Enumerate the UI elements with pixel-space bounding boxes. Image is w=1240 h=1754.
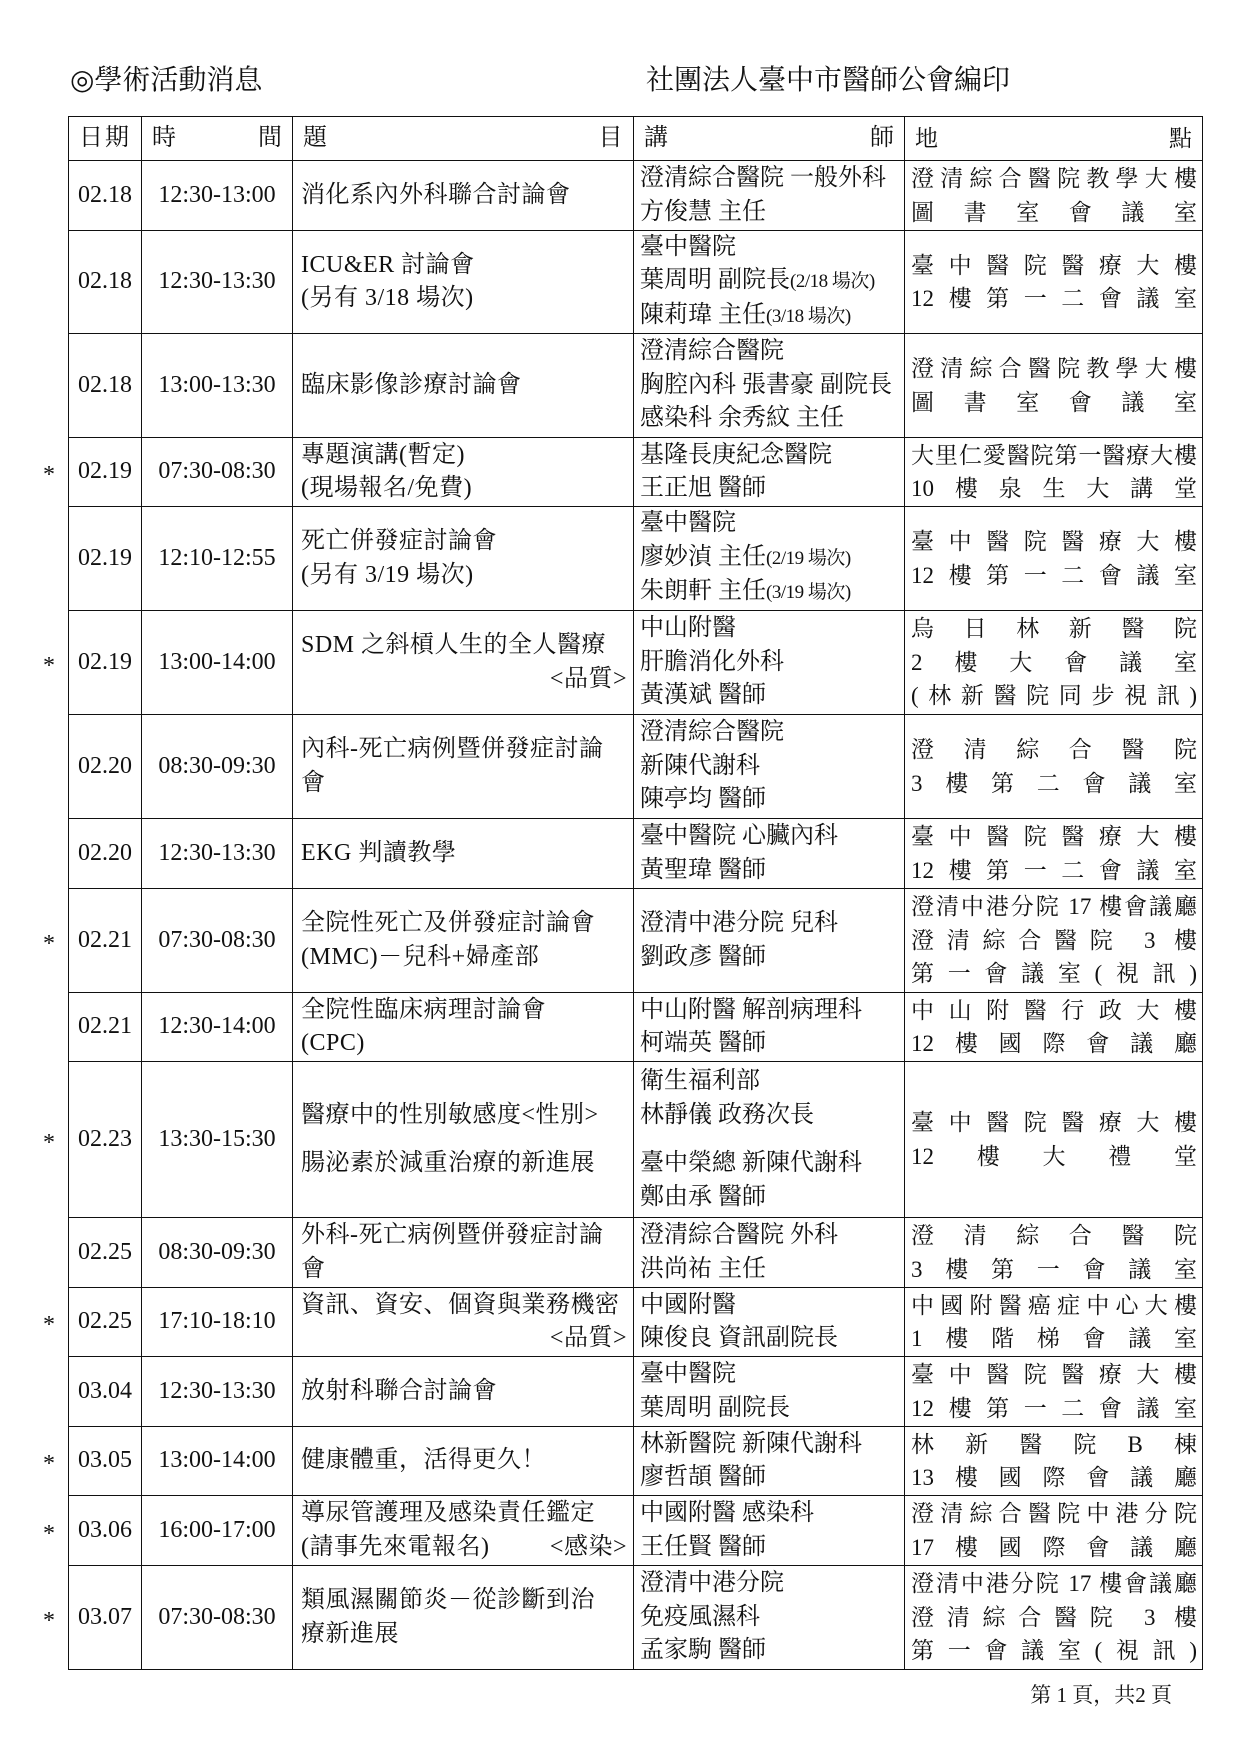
speaker-line [640,575,902,610]
topic-line: 死亡併發症討論會 [301,528,497,554]
location-line: 臺中醫院醫療大樓 [911,529,1197,554]
speaker-line: 中山附醫 解剖病理科 [640,996,862,1023]
topic-line: (另有 3/19 場次) [301,561,474,588]
location-line: 澄清綜合醫院中港分院 [911,1501,1197,1526]
header-topic [293,117,634,160]
speaker-line: 中山附醫 [640,615,736,642]
star-marker: * [43,652,55,679]
date-cell [69,889,142,992]
location-cell [905,231,1202,333]
topic-cell [293,334,634,437]
speaker-line: 澄清綜合醫院 [640,719,784,746]
topic-line: SDM 之斜槓人生的全人醫療 [301,632,607,658]
location-line: 大里仁愛醫院第一醫療大樓 [911,442,1197,468]
table-row [43,1496,1202,1566]
table-row [43,438,1202,507]
speaker-line: 林靜儀 政務次長 [640,1101,814,1128]
table-row [69,715,1202,819]
session-note: (2/19 場次) [766,547,851,569]
location-line: 1樓階梯會議室 [911,1326,1197,1351]
date-text: 02.25 [78,1238,132,1265]
speaker-line: 陳俊良 資訊副院長 [640,1325,838,1351]
date-cell [69,1218,142,1287]
date-text: 02.18 [78,371,132,398]
header-time-first: 時 [152,124,176,151]
table-row [43,1566,1202,1669]
table-row [43,611,1202,715]
date-text: 03.04 [78,1377,132,1404]
speaker-name: 葉周明 副院長 [640,267,790,294]
location-line: 12樓第一二會議室 [911,286,1197,311]
table-row [43,1062,1202,1218]
topic-line: 內科-死亡病例暨併發症討論 [301,736,604,762]
topic-cell [293,1062,634,1217]
topic-cell [293,993,634,1061]
time-cell [142,993,293,1061]
date-cell [69,507,142,610]
topic-cell [293,1218,634,1287]
date-cell [69,1427,142,1495]
category-tag: <品質> [549,1325,627,1351]
speaker-cell [634,161,905,230]
speaker-line: 洪尚祐 主任 [640,1255,766,1282]
topic-cell [293,889,634,992]
speaker-line: 澄清中港分院 [640,1570,784,1597]
date-text: 02.20 [78,839,132,866]
location-cell [905,507,1202,610]
location-cell [905,819,1202,888]
location-cell [905,1427,1202,1495]
topic-line: 消化系內外科聯合討論會 [301,181,571,208]
speaker-line: 免疫風濕科 [640,1603,760,1630]
speaker-name: 陳莉瑋 主任 [640,301,766,328]
speaker-cell [634,1427,905,1495]
header-topic-first: 題 [303,124,328,151]
speaker-line: 臺中醫院 [640,510,736,537]
table-row [43,1427,1202,1496]
header-time [142,117,293,160]
location-line: 臺中醫院醫療大樓 [911,252,1197,278]
topic-line: 類風濕關節炎－從診斷到治 [301,1587,595,1613]
star-marker: * [43,930,55,957]
date-cell [69,715,142,818]
speaker-cell [634,1357,905,1426]
topic-cell [293,1357,634,1426]
location-cell [905,334,1202,437]
speaker-cell [634,1566,905,1669]
speaker-line: 鄭由承 醫師 [640,1183,766,1210]
speaker-cell [634,1218,905,1287]
location-line: 12樓第一二會議室 [911,562,1197,588]
table-row [69,819,1202,889]
time-text: 16:00-17:00 [158,1516,276,1543]
time-cell [142,819,293,888]
speaker-cell [634,231,905,333]
speaker-line: 胸腔內科 張書豪 副院長 [640,371,892,398]
schedule-table [43,116,1203,1670]
header-speaker [634,117,905,160]
page-number: 第 1 頁，共2 頁 [1030,1683,1172,1707]
location-line: 臺中醫院醫療大樓 [911,1362,1197,1387]
location-line: 澄清中港分院 17 樓會議廳 [911,894,1197,920]
date-cell [69,161,142,230]
topic-line: 全院性死亡及併發症討論會 [301,910,595,936]
date-text: 02.20 [78,752,132,779]
time-text: 12:30-13:30 [158,839,276,866]
location-line: 第一會議室(視訊) [911,961,1197,987]
header-location [905,117,1202,160]
speaker-name: 朱朗軒 主任 [640,578,766,605]
date-cell [69,1566,142,1669]
date-cell [69,819,142,888]
speaker-line: 感染科 余秀紋 主任 [640,405,844,432]
topic-cell [293,1496,634,1565]
date-text: 02.19 [78,544,132,571]
location-line: 17樓國際會議廳 [911,1534,1197,1560]
speaker-line: 陳亭均 醫師 [640,786,766,813]
time-cell [142,1288,293,1356]
location-cell [905,1496,1202,1565]
date-text: 02.21 [78,1013,132,1040]
location-line: 12樓國際會議廳 [911,1031,1197,1056]
speaker-line: 澄清綜合醫院 外科 [640,1222,838,1248]
time-text: 12:30-13:30 [158,1377,276,1404]
location-line: 中國附醫癌症中心大樓 [911,1292,1197,1318]
star-marker: * [43,1311,55,1338]
time-cell [142,715,293,818]
topic-cell [293,438,634,506]
location-cell [905,1357,1202,1426]
section-title: ◎學術活動消息 [70,64,263,95]
session-note: (3/19 場次) [766,582,851,604]
speaker-line: 方俊慧 主任 [640,198,766,225]
topic-line: (MMC)－兒科+婦產部 [301,943,540,970]
header-topic-last: 目 [598,124,623,151]
topic-line: EKG 判讀教學 [301,839,457,866]
topic-cell [293,611,634,714]
speaker-cell [634,611,905,714]
topic-line: (另有 3/18 場次) [301,285,474,311]
date-text: 02.19 [78,648,132,675]
speaker-line: 澄清中港分院 兒科 [640,910,838,936]
location-cell [905,1566,1202,1669]
time-text: 07:30-08:30 [158,1603,276,1630]
speaker-line: 黃聖瑋 醫師 [640,856,766,883]
topic-text: (請事先來電報名) [301,1533,490,1560]
date-text: 02.25 [78,1308,132,1335]
topic-line: 放射科聯合討論會 [301,1377,497,1404]
speaker-line: 澄清綜合醫院 [640,338,784,365]
time-cell [142,231,293,333]
header-speaker-last: 師 [870,124,894,151]
time-text: 12:30-13:30 [158,268,276,295]
speaker-line: 肝膽消化外科 [640,648,784,675]
speaker-line [640,264,902,299]
topic-line: 資訊、資安、個資與業務機密 [301,1291,620,1318]
location-line: 中山附醫行政大樓 [911,997,1197,1023]
header-location-last: 點 [1169,125,1192,151]
location-line: 3樓第二會議室 [911,770,1197,796]
speaker-line: 王任賢 醫師 [640,1533,766,1560]
time-cell [142,1566,293,1669]
category-tag: <品質> [549,665,627,692]
speaker-line: 中國附醫 感染科 [640,1500,814,1526]
date-text: 03.07 [78,1603,132,1630]
topic-cell [293,819,634,888]
topic-line: 健康體重，活得更久！ [301,1447,546,1474]
speaker-cell [634,715,905,818]
time-cell [142,1496,293,1565]
star-marker: * [43,1129,55,1156]
header-date-label: 日期 [79,124,131,151]
location-cell [905,715,1202,818]
date-text: 03.06 [78,1516,132,1543]
date-cell [69,993,142,1061]
location-line: 12樓第一二會議室 [911,857,1197,883]
table-body [43,161,1202,1669]
topic-line: 醫療中的性別敏感度<性別> [301,1101,599,1128]
topic-line: ICU&ER 討論會 [301,251,475,278]
location-line: 林新醫院B棟 [911,1431,1197,1457]
time-text: 13:00-13:30 [158,371,276,398]
time-text: 08:30-09:30 [158,1238,276,1265]
speaker-line: 臺中醫院 [640,233,736,260]
location-line: 10樓泉生大講堂 [911,476,1197,501]
speaker-name: 廖妙湞 主任 [640,543,766,570]
location-line: 臺中醫院醫療大樓 [911,824,1197,849]
topic-cell [293,1427,634,1495]
topic-line: 療新進展 [301,1620,399,1647]
time-cell [142,1218,293,1287]
table-header-row [69,117,1202,161]
location-line: 圖書室會議室 [911,199,1197,225]
table-row [69,993,1202,1062]
location-cell [905,1288,1202,1356]
location-cell [905,161,1202,230]
topic-line: (現場報名/免費) [301,475,473,501]
speaker-cell [634,993,905,1061]
date-cell [69,334,142,437]
date-text: 02.23 [78,1125,132,1152]
time-text: 12:10-12:55 [158,544,276,571]
header-location-first: 地 [915,125,938,151]
star-marker: * [43,1607,55,1634]
location-cell [905,889,1202,992]
time-text: 07:30-08:30 [158,458,276,485]
topic-line [301,1531,627,1565]
date-cell [69,1288,142,1356]
time-cell [142,1062,293,1217]
topic-cell [293,507,634,610]
speaker-line: 臺中醫院 [640,1361,736,1387]
location-line: 澄清綜合醫院教學大樓 [911,356,1197,381]
topic-cell [293,1288,634,1356]
topic-cell [293,231,634,333]
topic-line: 導尿管護理及感染責任鑑定 [301,1500,595,1526]
speaker-line [640,541,902,576]
topic-line: 外科-死亡病例暨併發症討論 [301,1222,604,1248]
table-row [69,1357,1202,1427]
table-row [69,231,1202,334]
date-cell [69,611,142,714]
time-text: 12:30-13:00 [158,181,276,208]
speaker-cell [634,438,905,506]
location-line: 2樓大會議室 [911,649,1197,675]
topic-line: 會 [301,769,326,796]
speaker-cell [634,1062,905,1217]
session-note: (3/18 場次) [766,305,851,327]
date-text: 02.18 [78,181,132,208]
speaker-line: 林新醫院 新陳代謝科 [640,1430,862,1457]
location-line: 13樓國際會議廳 [911,1465,1197,1490]
location-line: 澄清綜合醫院 3 樓 [911,927,1197,953]
location-line: 圖書室會議室 [911,389,1197,415]
topic-line: 會 [301,1255,326,1282]
date-cell [69,1357,142,1426]
time-cell [142,1427,293,1495]
location-line: 3樓第一會議室 [911,1256,1197,1282]
topic-line: (CPC) [301,1030,365,1056]
time-cell [142,611,293,714]
speaker-line: 新陳代謝科 [640,752,760,779]
location-line: 澄清綜合醫院教學大樓 [911,166,1197,191]
time-cell [142,889,293,992]
location-line: 第一會議室(視訊) [911,1638,1197,1664]
time-text: 08:30-09:30 [158,752,276,779]
location-line: 12樓大禮堂 [911,1143,1197,1169]
location-cell [905,993,1202,1061]
location-line: (林新醫院同步視訊) [911,683,1197,709]
location-cell [905,438,1202,506]
speaker-line: 臺中醫院 心臟內科 [640,823,838,849]
time-text: 12:30-14:00 [158,1013,276,1040]
speaker-cell [634,507,905,610]
location-line: 烏日林新醫院 [911,616,1197,642]
speaker-line: 劉政彥 醫師 [640,943,766,970]
time-cell [142,161,293,230]
table-row [69,507,1202,611]
date-text: 03.05 [78,1447,132,1474]
speaker-line: 孟家駒 醫師 [640,1637,766,1664]
time-cell [142,507,293,610]
header-date [69,117,142,160]
speaker-line: 王正旭 醫師 [640,475,766,501]
topic-cell [293,161,634,230]
time-text: 13:00-14:00 [158,1447,276,1474]
speaker-line: 黃漢斌 醫師 [640,682,766,709]
publisher-label: 社團法人臺中市醫師公會編印 [646,64,1011,95]
location-cell [905,1218,1202,1287]
table-row [43,1288,1202,1357]
topic-line: 腸泌素於減重治療的新進展 [301,1150,595,1176]
speaker-cell [634,889,905,992]
time-cell [142,1357,293,1426]
location-cell [905,611,1202,714]
location-line: 澄清綜合醫院 3 樓 [911,1604,1197,1630]
time-cell [142,334,293,437]
date-text: 02.18 [78,268,132,295]
date-cell [69,231,142,333]
time-text: 17:10-18:10 [158,1308,276,1335]
time-text: 13:00-14:00 [158,648,276,675]
speaker-cell [634,819,905,888]
speaker-cell [634,334,905,437]
table-row [69,334,1202,438]
speaker-line: 基隆長庚紀念醫院 [640,441,832,468]
time-cell [142,438,293,506]
location-line: 12樓第一二會議室 [911,1395,1197,1421]
time-text: 13:30-15:30 [158,1125,276,1152]
speaker-line: 葉周明 副院長 [640,1394,790,1421]
date-cell [69,1496,142,1565]
speaker-line: 中國附醫 [640,1291,736,1318]
session-note: (2/18 場次) [790,271,875,293]
time-text: 07:30-08:30 [158,926,276,953]
star-marker: * [43,1450,55,1477]
location-line: 臺中醫院醫療大樓 [911,1110,1197,1135]
topic-line: 臨床影像診療討論會 [301,371,522,398]
location-line: 澄清綜合醫院 [911,737,1197,762]
header-time-last: 間 [258,124,282,151]
header-speaker-first: 講 [644,124,668,151]
category-tag: <感染> [549,1533,627,1560]
speaker-cell [634,1496,905,1565]
topic-cell [293,1566,634,1669]
speaker-line: 衛生福利部 [640,1068,760,1094]
speaker-cell [634,1288,905,1356]
date-cell [69,438,142,506]
table-row [43,889,1202,993]
location-cell [905,1062,1202,1217]
speaker-line: 廖哲頡 醫師 [640,1464,766,1490]
location-line: 澄清綜合醫院 [911,1223,1197,1248]
topic-cell [293,715,634,818]
star-marker: * [43,1520,55,1547]
speaker-line: 臺中榮總 新陳代謝科 [640,1150,862,1176]
speaker-line: 澄清綜合醫院 一般外科 [640,165,886,191]
table-row [69,161,1202,231]
speaker-line: 柯端英 醫師 [640,1030,766,1056]
date-text: 02.19 [78,458,132,485]
topic-line: 專題演講(暫定) [301,441,465,468]
speaker-line [640,299,902,334]
date-cell [69,1062,142,1217]
topic-line: 全院性臨床病理討論會 [301,996,546,1023]
table-row [69,1218,1202,1288]
date-text: 02.21 [78,926,132,953]
star-marker: * [43,461,55,488]
location-line: 澄清中港分院 17 樓會議廳 [911,1571,1197,1597]
